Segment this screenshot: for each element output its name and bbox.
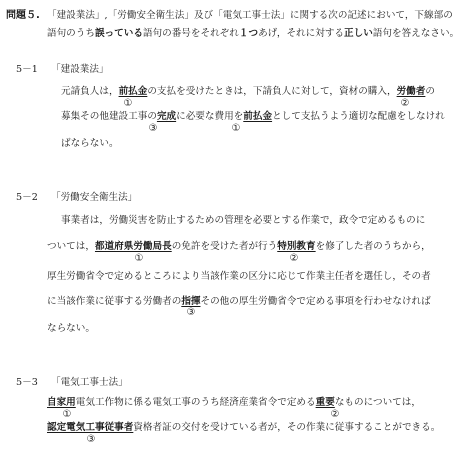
text: 募集その他建設工事の <box>61 111 157 122</box>
text: に当該作業に従事する労働者の <box>47 296 182 307</box>
question-emphasis-one: １つ <box>238 28 259 39</box>
section-3-line-2 <box>47 422 440 434</box>
underlined-term-3: 指揮 <box>181 296 201 307</box>
marker-3: ③ <box>186 307 196 318</box>
section-1-number: 5－1 <box>16 64 38 75</box>
underlined-term-1: 都道府県労働局長 <box>94 241 172 252</box>
section-2-line-4 <box>47 296 431 308</box>
text: なものについては， <box>334 397 421 408</box>
question-text: 語句のうち <box>47 28 95 39</box>
section-2-line-1: 事業者は，労働災害を防止するための管理を必要とする作業で，政令で定めるものに <box>61 215 426 226</box>
question-label: 問題５. <box>6 10 40 21</box>
section-1-line-1 <box>61 86 435 98</box>
underlined-term-2: 重要 <box>315 397 335 408</box>
text: 元請負人は， <box>61 86 119 97</box>
section-2-line-3: 厚生労働省令で定めるところにより当該作業の区分に応じて作業主任者を選任し，その者 <box>47 271 431 282</box>
underlined-term-1: 自家用 <box>47 397 76 408</box>
section-3-number: 5－3 <box>16 377 38 388</box>
text: の免許を受けた者が行う <box>171 241 278 252</box>
section-1-title: 「建設業法」 <box>51 64 109 75</box>
question-line-2 <box>47 28 459 40</box>
question-text: 語句の番号をそれぞれ <box>142 28 239 39</box>
text: を修了した者のうちから， <box>315 241 431 252</box>
question-line-1: 「建設業法」,「労働安全衛生法」及び「電気工事士法」に関する次の記述において，下線部の <box>47 10 453 21</box>
marker-1: ① <box>123 98 133 109</box>
section-2-number: 5－2 <box>16 192 38 203</box>
section-2-line-2 <box>47 241 431 253</box>
marker-3: ③ <box>86 434 96 445</box>
underlined-term-3: 認定電気工事従事者 <box>47 422 134 433</box>
section-2-line-5: ならない。 <box>47 323 95 334</box>
text: その他の厚生労働省令で定める事項を行わせなければ <box>200 296 431 307</box>
underlined-term-1: 前払金 <box>118 86 148 97</box>
marker-1: ① <box>62 409 72 420</box>
section-3-title: 「電気工事士法」 <box>51 377 128 388</box>
underlined-term-3: 完成 <box>156 111 177 122</box>
text: に必要な費用を <box>176 111 244 122</box>
marker-2: ② <box>289 253 299 264</box>
marker-4: ① <box>231 123 241 134</box>
text: として支払うよう適切な配慮をしなけれ <box>272 111 445 122</box>
marker-2: ② <box>400 98 410 109</box>
marker-3: ③ <box>148 123 158 134</box>
text: の <box>425 86 435 97</box>
text: 電気工作物に係る電気工事のうち経済産業省令で定める <box>75 397 316 408</box>
underlined-term-4: 前払金 <box>243 111 273 122</box>
question-emphasis-wrong: 誤っている <box>94 28 143 39</box>
underlined-term-2: 労働者 <box>396 86 426 97</box>
question-text: あげ，それに対する <box>258 28 345 39</box>
section-3-line-1 <box>47 397 421 409</box>
text: の支払を受けたときは，下請負人に対して，資材の購入， <box>147 86 397 97</box>
underlined-term-2: 特別教育 <box>277 241 316 252</box>
text: 資格者証の交付を受けている者が，その作業に従事することができる。 <box>133 422 441 433</box>
question-emphasis-correct: 正しい <box>344 28 373 39</box>
marker-2: ② <box>330 409 340 420</box>
question-text: 語句を答えなさい。 <box>372 28 460 39</box>
text: ついては， <box>47 241 95 252</box>
section-1-line-2 <box>61 111 445 123</box>
section-1-line-3: ばならない。 <box>61 138 119 149</box>
marker-1: ① <box>134 253 144 264</box>
section-2-title: 「労働安全衛生法」 <box>51 192 138 203</box>
